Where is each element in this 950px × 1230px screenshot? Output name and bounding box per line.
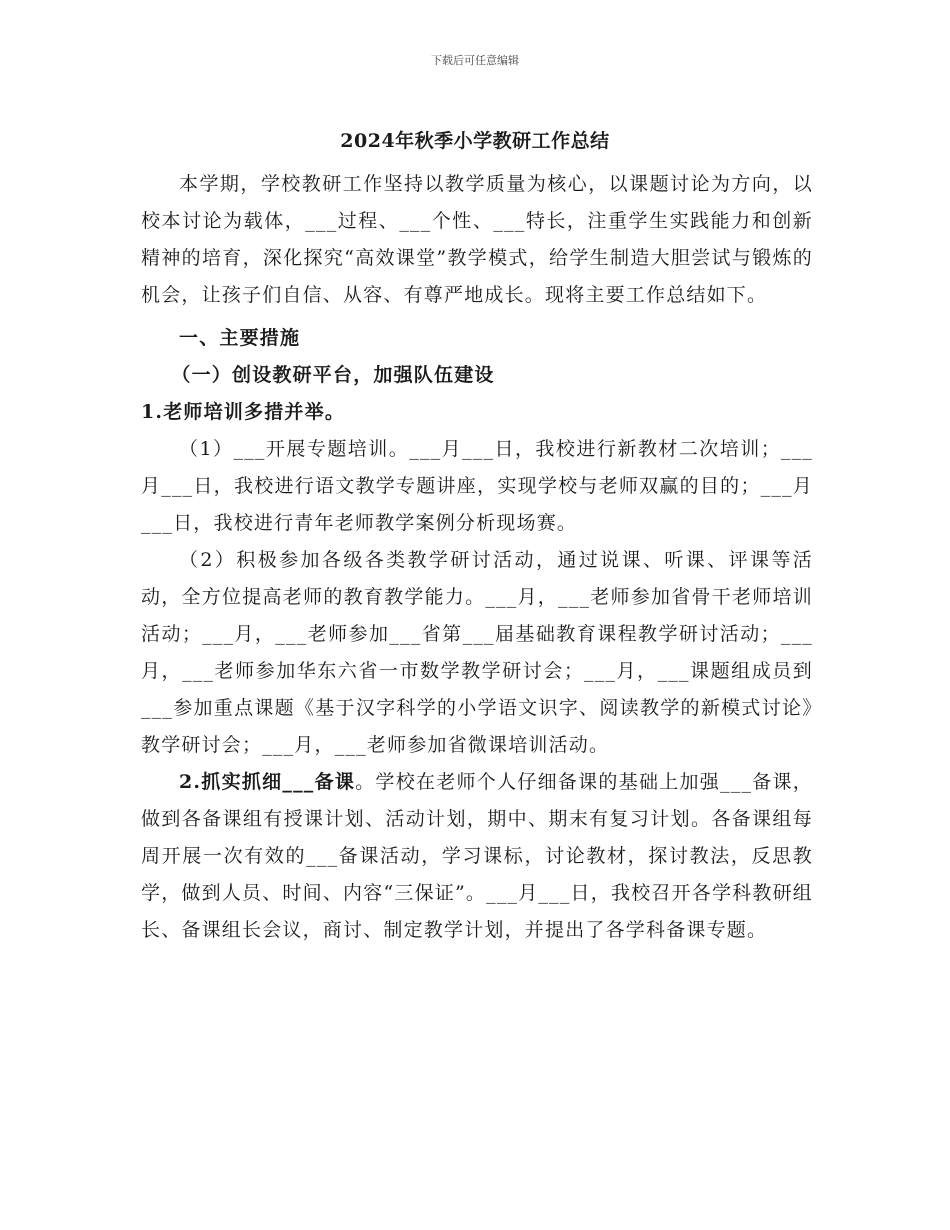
document-body bbox=[141, 166, 813, 949]
lesson-preparation-text: 。学校在老师个人仔细备课的基础上加强___备课，做到各备课组有授课计划、活动计划，期中、期末有复习计划。各备课组每周开展一次有效的___备课活动，学习课标，讨论教材，探讨教法，反思教学，做到人员、时间、内容“三保证”。___月___日，我校召开各学科教研组长、备课组长会议，商讨、制定教学计划，并提出了各学科备课专题。 bbox=[141, 771, 813, 941]
header-note: 下载后可任意编辑 bbox=[431, 54, 519, 67]
document-title: 2024年秋季小学教研工作总结 bbox=[340, 130, 610, 152]
paragraph-lesson-preparation bbox=[141, 764, 813, 949]
item-heading-teacher-training: 1.老师培训多措并举。 bbox=[141, 401, 346, 423]
item-lead-lesson-preparation: 2.抓实抓细___备课 bbox=[179, 771, 356, 793]
intro-paragraph: 本学期，学校教研工作坚持以教学质量为核心，以课题讨论为方向，以校本讨论为载体，___过程、___个性、___特长，注重学生实践能力和创新精神的培育，深化探究“高效课堂”教学模式，给学生制造大胆尝试与锻炼的机会，让孩子们自信、从容、有尊严地成长。现将主要工作总结如下。 bbox=[141, 173, 813, 306]
subsection-heading-platform: （一）创设教研平台，加强队伍建设 bbox=[171, 364, 495, 386]
paragraph-special-training: （1）___开展专题培训。___月___日，我校进行新教材二次培训；___月___日，我校进行语文教学专题讲座，实现学校与老师双赢的目的；___月___日，我校进行青年老师教学案例分析现场赛。 bbox=[141, 438, 813, 534]
section-heading-measures: 一、主要措施 bbox=[179, 327, 301, 349]
paragraph-seminar-activities: （2）积极参加各级各类教学研讨活动，通过说课、听课、评课等活动，全方位提高老师的教育教学能力。___月，___老师参加省骨干老师培训活动；___月，___老师参加___省第___届基础教育课程教学研讨活动；___月，___老师参加华东六省一市数学教学研讨会；___月，___课题组成员到___参加重点课题《基于汉字科学的小学语文识字、阅读教学的新模式讨论》教学研讨会；___月，___老师参加省微课培训活动。 bbox=[141, 549, 813, 756]
